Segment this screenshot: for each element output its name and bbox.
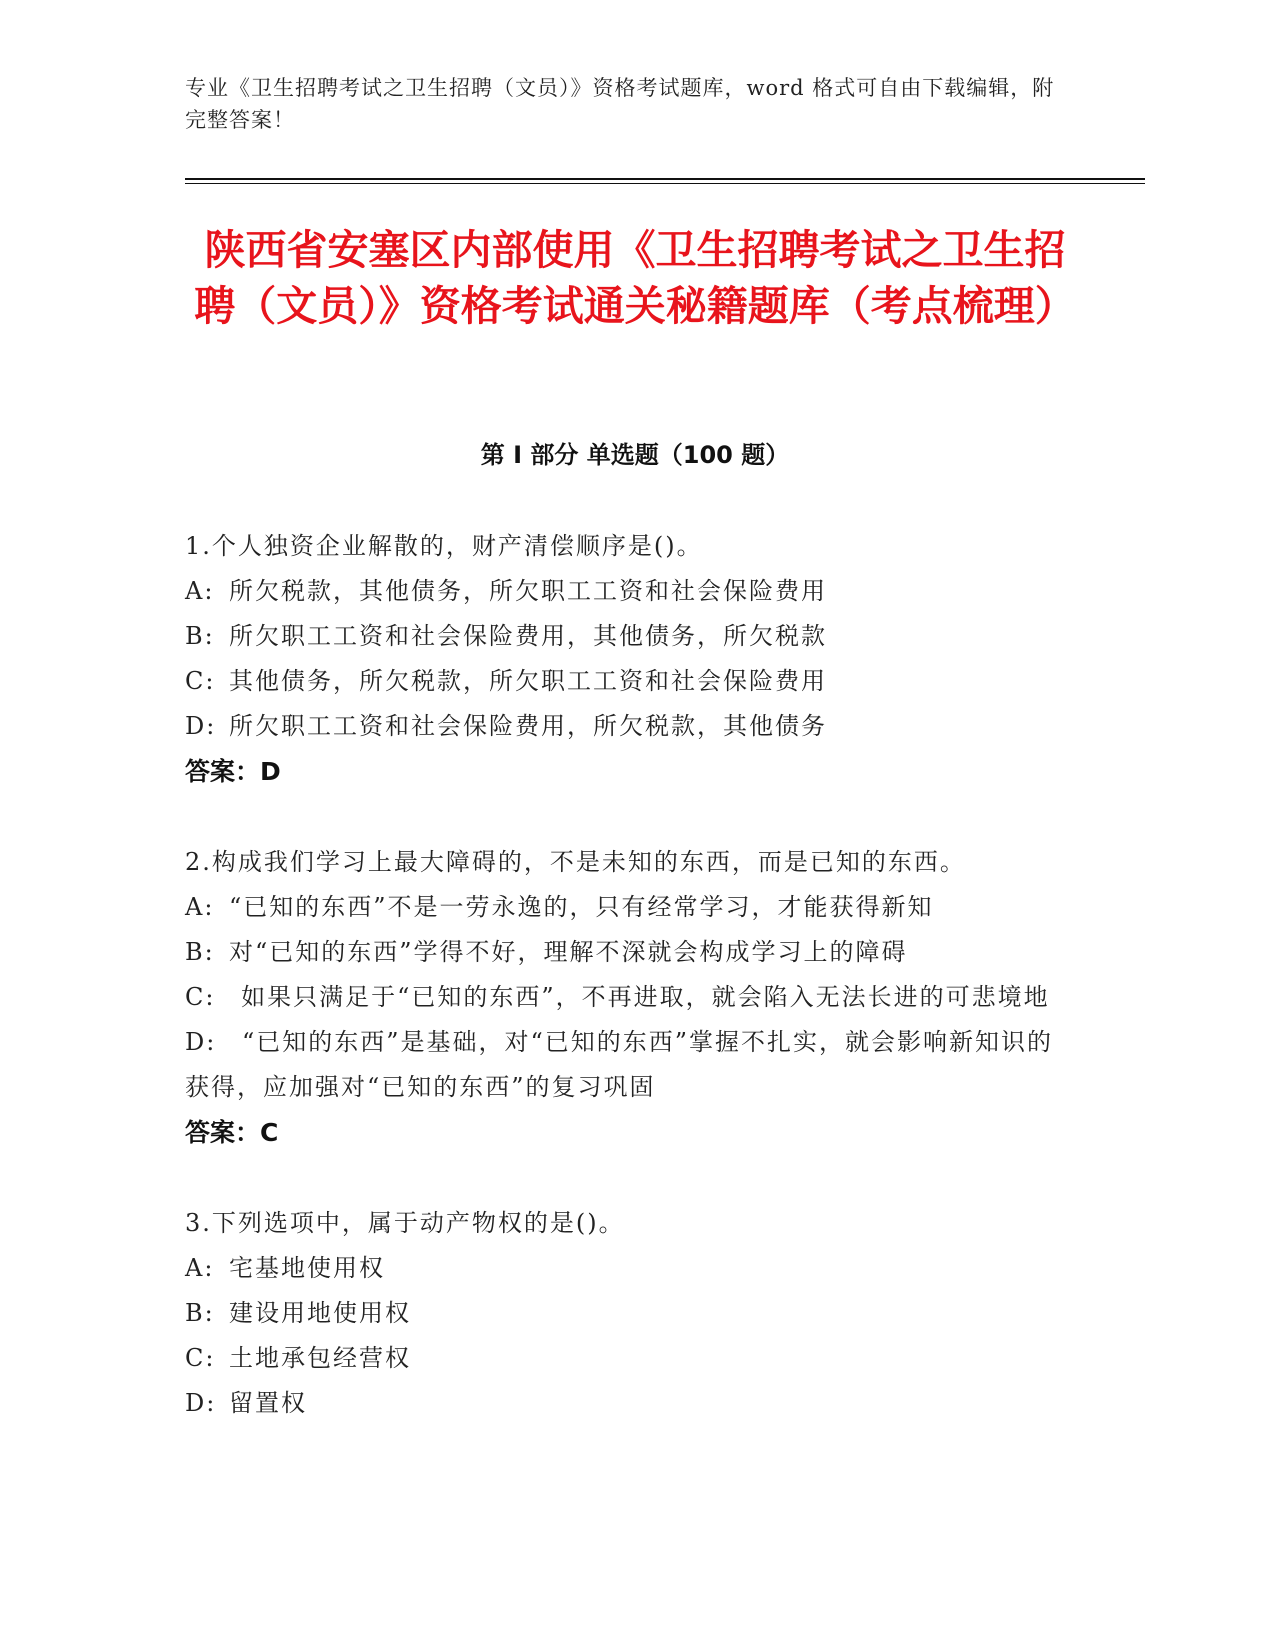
option-key: D:	[185, 712, 217, 740]
question-stem: 1.个人独资企业解散的，财产清偿顺序是()。	[185, 532, 703, 560]
option-text: 对“已知的东西”学得不好，理解不深就会构成学习上的障碍	[229, 938, 908, 966]
option-key: D:	[185, 1028, 217, 1056]
option-text: 所欠职工工资和社会保险费用，其他债务，所欠税款	[229, 622, 827, 650]
header-note: 专业《卫生招聘考试之卫生招聘（文员）》资格考试题库，word 格式可自由下载编辑，附完整答案！	[185, 76, 1055, 132]
option-text: 其他债务，所欠税款，所欠职工工资和社会保险费用	[229, 667, 827, 695]
header-rule-thick	[185, 178, 1145, 180]
question-stem: 2.构成我们学习上最大障碍的，不是未知的东西，而是已知的东西。	[185, 848, 966, 876]
option-key: B:	[185, 938, 215, 966]
option-key: A:	[185, 577, 215, 605]
option-c	[185, 659, 1075, 704]
option-text: “已知的东西”是基础，对“已知的东西”掌握不扎实，就会影响新知识的获得，应加强对“已知的东西”的复习巩固	[185, 1028, 1054, 1101]
header-rule-thin	[185, 183, 1145, 184]
option-key: A:	[185, 893, 215, 921]
option-a	[185, 569, 1075, 614]
question-3	[185, 1201, 1075, 1426]
option-key: C:	[185, 667, 216, 695]
option-text: “已知的东西”不是一劳永逸的，只有经常学习，才能获得新知	[229, 893, 934, 921]
option-c	[185, 1336, 1075, 1381]
option-text: 建设用地使用权	[229, 1299, 411, 1327]
option-text: 宅基地使用权	[229, 1254, 385, 1282]
option-d	[185, 1020, 1075, 1110]
option-c	[185, 975, 1075, 1020]
option-b	[185, 614, 1075, 659]
option-b	[185, 1291, 1075, 1336]
option-text: 如果只满足于“已知的东西”，不再进取，就会陷入无法长进的可悲境地	[241, 983, 1050, 1011]
answer: 答案：C	[185, 1118, 279, 1147]
option-key: C:	[185, 983, 216, 1011]
answer: 答案：D	[185, 757, 281, 786]
option-key: B:	[185, 1299, 215, 1327]
option-d	[185, 1381, 1075, 1426]
document-title: 陕西省安塞区内部使用《卫生招聘考试之卫生招聘（文员）》资格考试通关秘籍题库（考点梳理）	[194, 226, 1076, 330]
question-list	[185, 524, 1075, 1472]
option-text: 留置权	[229, 1389, 307, 1417]
option-text: 所欠税款，其他债务，所欠职工工资和社会保险费用	[229, 577, 827, 605]
question-stem: 3.下列选项中，属于动产物权的是()。	[185, 1209, 625, 1237]
option-a	[185, 1246, 1075, 1291]
question-2	[185, 840, 1075, 1155]
option-d	[185, 704, 1075, 749]
option-key: D:	[185, 1389, 217, 1417]
option-key: A:	[185, 1254, 215, 1282]
option-b	[185, 930, 1075, 975]
option-key: C:	[185, 1344, 216, 1372]
option-key: B:	[185, 622, 215, 650]
section-title: 第 I 部分 单选题（100 题）	[480, 441, 790, 469]
option-text: 土地承包经营权	[229, 1344, 411, 1372]
option-a	[185, 885, 1075, 930]
option-text: 所欠职工工资和社会保险费用，所欠税款，其他债务	[229, 712, 827, 740]
question-1	[185, 524, 1075, 794]
